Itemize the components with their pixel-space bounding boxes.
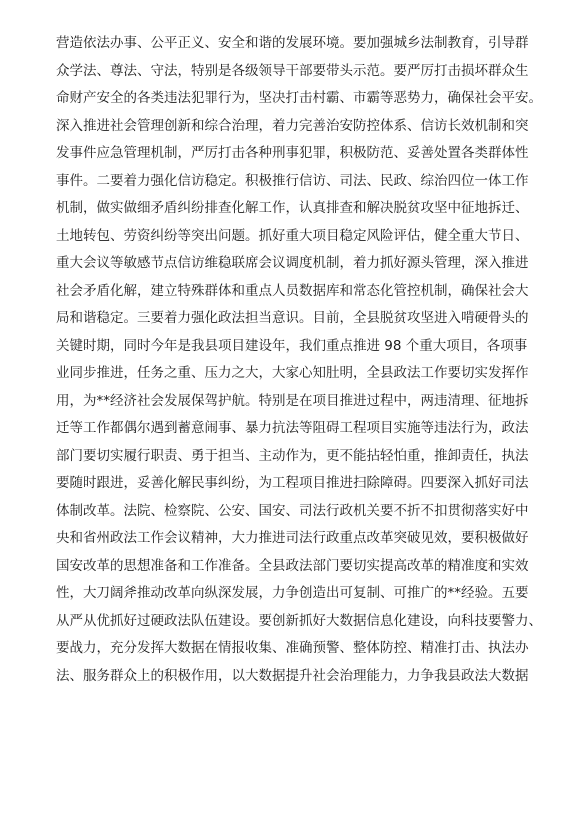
text-line: 机制，做实做细矛盾纠纷排查化解工作，认真排查和解决脱贫攻坚中征地拆迁、 [56, 200, 529, 216]
text-line: 法、服务群众上的积极作用，以大数据提升社会治理能力，力争我县政法大数据 [56, 667, 529, 684]
body-paragraph [56, 30, 542, 690]
text-line: 央和省州政法工作会议精神，大力推进司法行政重点改革突破见效，要积极做好 [56, 530, 529, 546]
text-line: 要随时跟进，妥善化解民事纠纷，为工程项目推进扫除障碍。四要深入抓好司法 [56, 475, 529, 491]
text-line: 部门要切实履行职责、勇于担当、主动作为，更不能拈轻怕重，推卸责任，执法 [56, 447, 529, 464]
text-line: 重大会议等敏感节点信访维稳联席会议调度机制，着力抓好源头管理，深入推进 [56, 255, 529, 271]
text-line: 社会矛盾化解，建立特殊群体和重点人员数据库和常态化管控机制，确保社会大 [56, 282, 529, 299]
text-line: 土地转包、劳资纠纷等突出问题。抓好重大项目稳定风险评估，健全重大节日、 [56, 227, 529, 244]
text-line: 迁等工作都偶尔遇到蓄意闹事、暴力抗法等阻碍工程项目实施等违法行为，政法 [56, 420, 529, 436]
text-line: 业同步推进，任务之重、压力之大，大家心知肚明，全县政法工作要切实发挥作 [56, 365, 529, 381]
text-line: 局和谐稳定。三要着力强化政法担当意识。目前，全县脱贫攻坚进入啃硬骨头的 [56, 310, 529, 326]
text-line: 用，为**经济社会发展保驾护航。特别是在项目推进过程中，两违清理、征地拆 [56, 392, 529, 409]
text-line: 营造依法办事、公平正义、安全和谐的发展环境。要加强城乡法制教育，引导群 [56, 35, 529, 51]
text-line: 关键时期，同时今年是我县项目建设年，我们重点推进 98 个重大项目，各项事 [56, 337, 528, 354]
text-line: 深入推进社会管理创新和综合治理，着力完善治安防控体系、信访长效机制和突 [56, 117, 529, 134]
text-line: 国安改革的思想准备和工作准备。全县政法部门要切实提高改革的精准度和实效 [56, 557, 529, 574]
text-line: 发事件应急管理机制，严厉打击各种刑事犯罪，积极防范、妥善处置各类群体性 [56, 145, 529, 161]
text-line: 从严从优抓好过硬政法队伍建设。要创新抓好大数据信息化建设，向科技要警力、 [56, 612, 542, 629]
text-line: 性，大刀阔斧推动改革向纵深发展，力争创造出可复制、可推广的**经验。五要 [56, 585, 529, 601]
text-line: 众学法、尊法、守法，特别是各级领导干部要带头示范。要严厉打击损坏群众生 [56, 62, 529, 79]
text-line: 命财产安全的各类违法犯罪行为，坚决打击村霸、市霸等恶势力，确保社会平安。 [56, 90, 542, 106]
text-line: 要战力，充分发挥大数据在情报收集、准确预警、整体防控、精准打击、执法办 [56, 640, 529, 656]
text-line: 事件。二要着力强化信访稳定。积极推行信访、司法、民政、综治四位一体工作 [56, 172, 529, 189]
text-line: 体制改革。法院、检察院、公安、国安、司法行政机关要不折不扣贯彻落实好中 [56, 502, 529, 519]
